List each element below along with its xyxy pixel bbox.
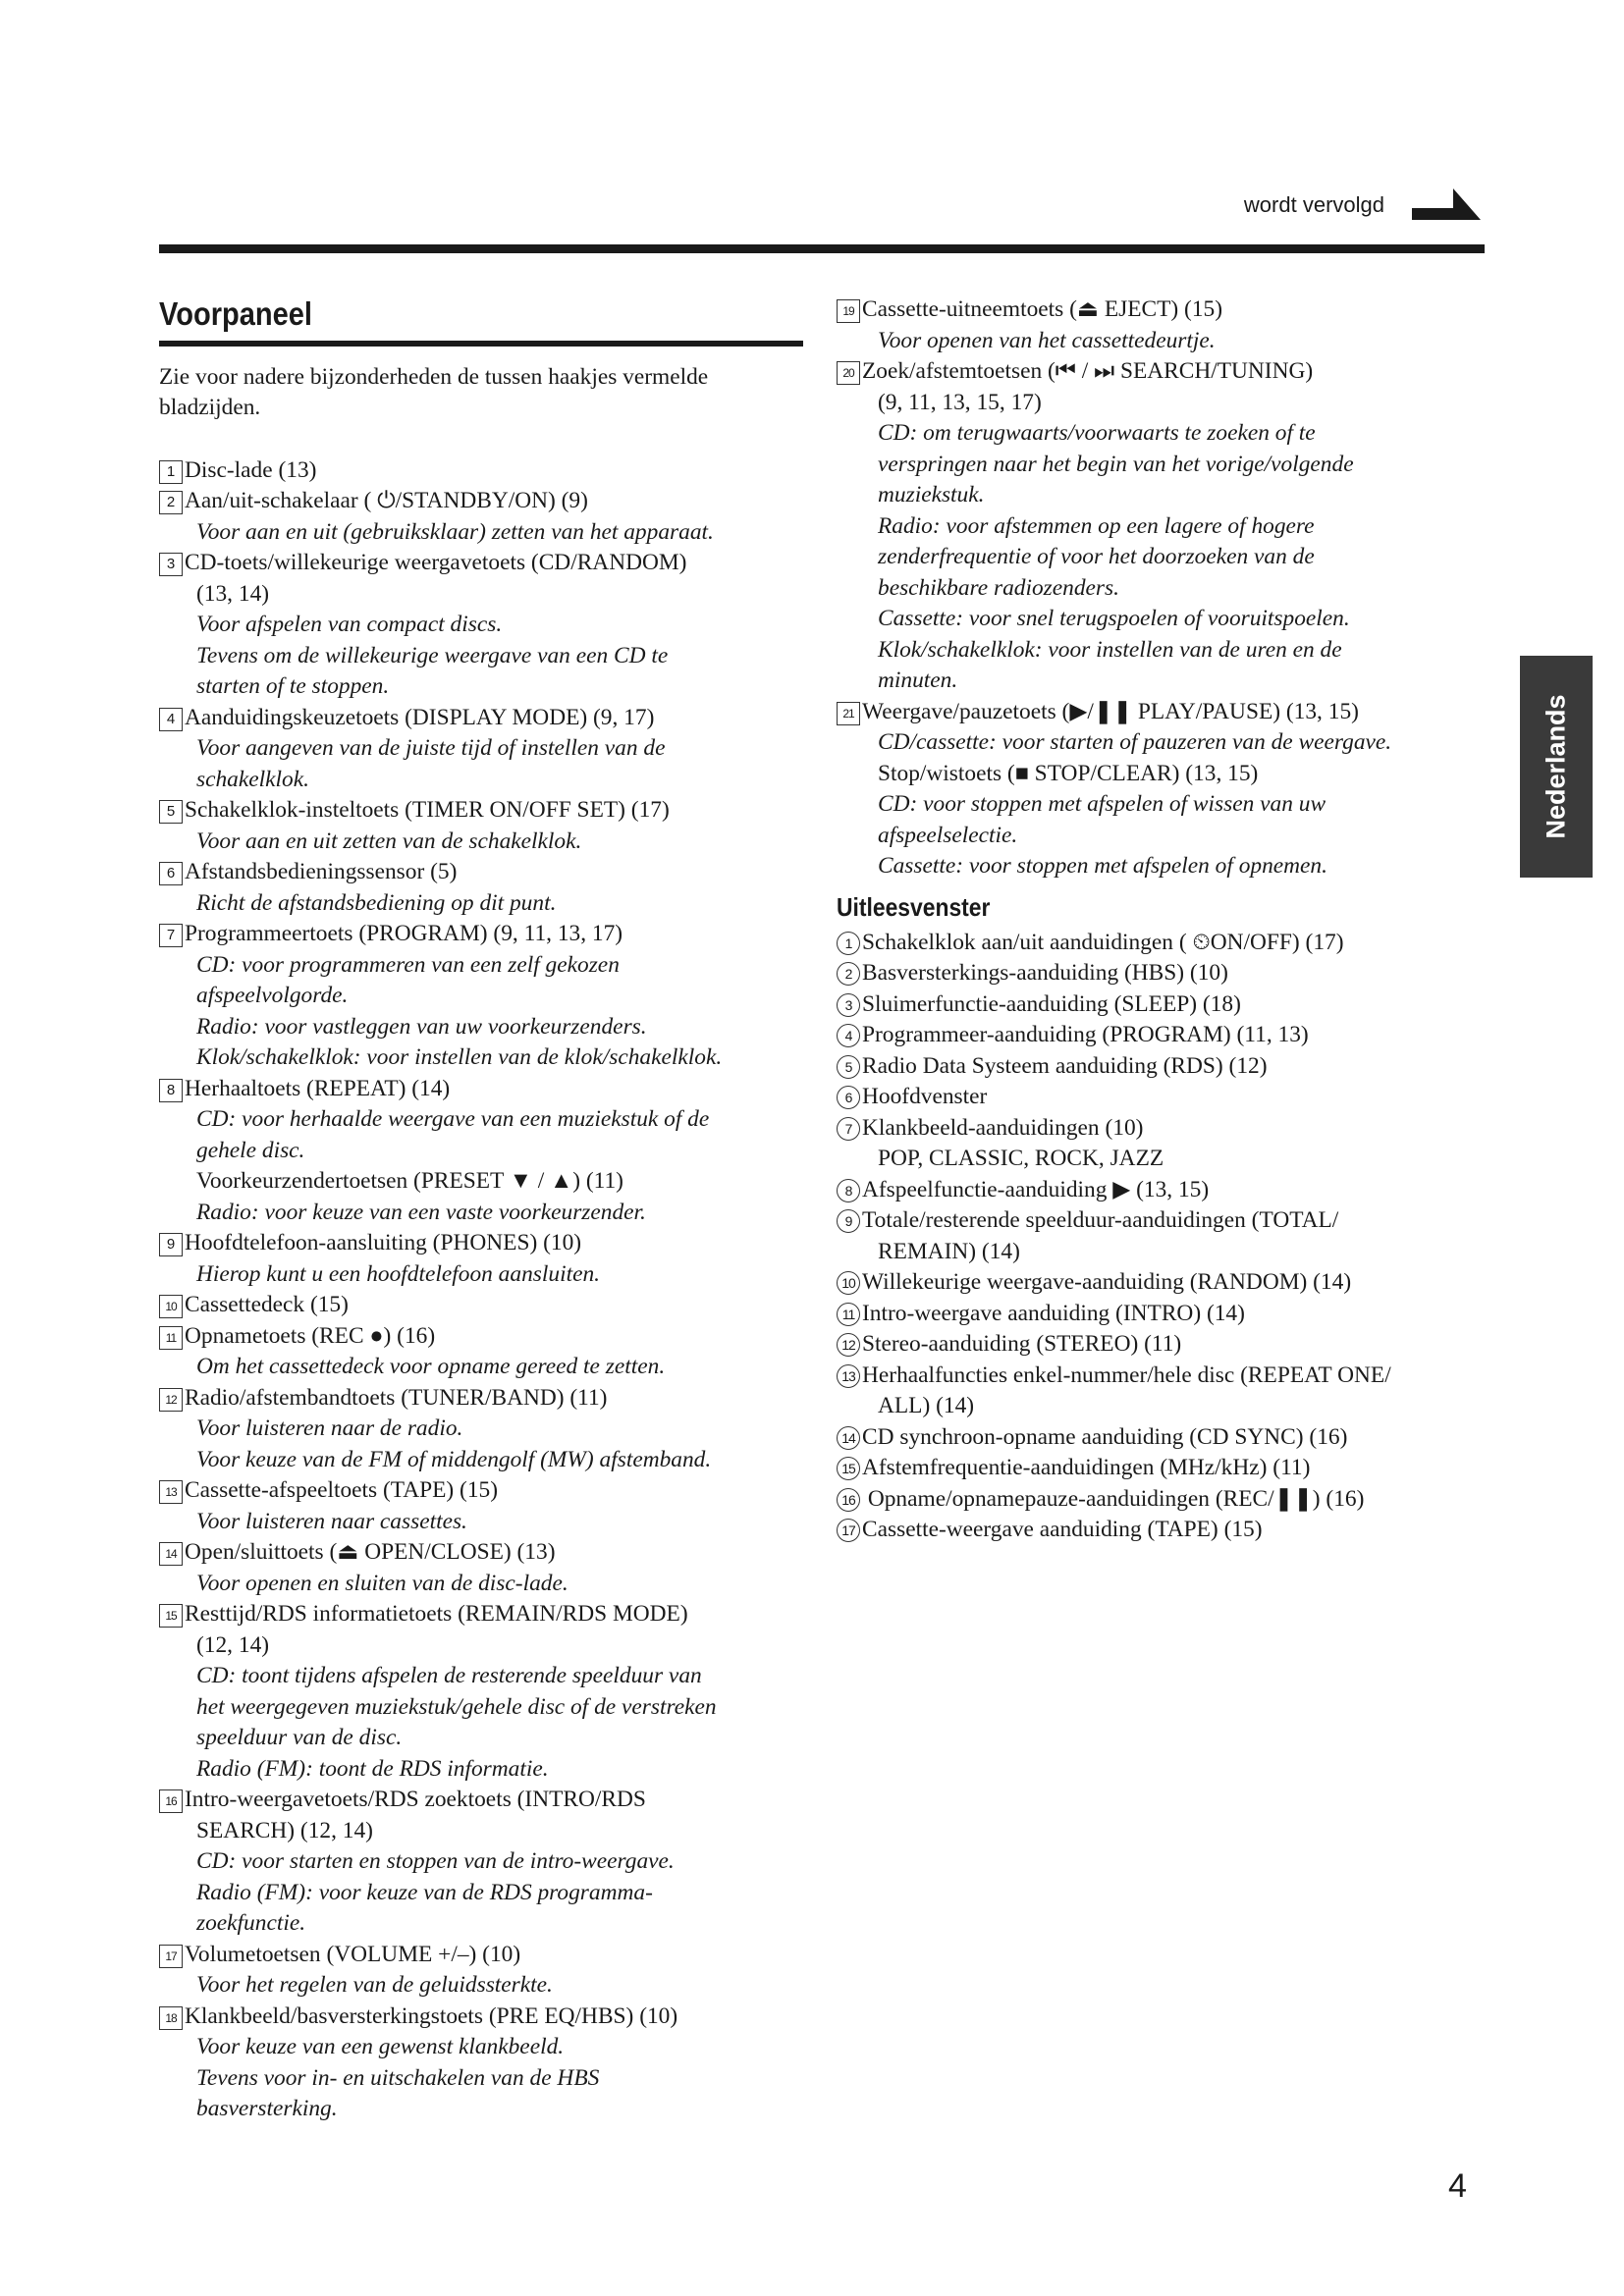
list-item xyxy=(159,1940,807,2002)
item-number: 13 xyxy=(837,1364,860,1388)
item-description: Hierop kunt u een hoofdtelefoon aansluiten. xyxy=(196,1260,600,1287)
list-item xyxy=(159,919,807,1074)
item-number: 6 xyxy=(159,862,183,885)
item-heading xyxy=(159,857,807,888)
item-label: Afstemfrequentie-aanduidingen (MHz/kHz) (11) xyxy=(862,1455,1311,1480)
item-label: Basversterkings-aanduiding (HBS) (10) xyxy=(862,960,1228,986)
item-description: basversterking. xyxy=(196,2096,338,2121)
item-description: Voor keuze van een gewenst klankbeeld. xyxy=(196,2034,565,2059)
item-description: minuten. xyxy=(878,667,958,693)
item-description: Radio (FM): voor keuze van de RDS programma- xyxy=(196,1879,653,1905)
item-description: Voorkeurzendertoetsen (PRESET ▼ / ▲) (11) xyxy=(196,1168,623,1194)
item-number: 2 xyxy=(837,962,860,986)
list-item xyxy=(159,1228,807,1290)
section-rule xyxy=(159,341,803,347)
intro-line: bladzijden. xyxy=(159,395,261,420)
item-description: CD: voor herhaalde weergave van een muziekstuk of de xyxy=(196,1106,710,1132)
item-number: 6 xyxy=(837,1086,860,1109)
item-heading xyxy=(159,455,807,487)
item-description: Tevens voor in- en uitschakelen van de HBS xyxy=(196,2064,600,2091)
left-column xyxy=(159,294,807,2125)
list-item xyxy=(837,1267,1504,1299)
item-number: 3 xyxy=(159,553,183,576)
item-description: starten of te stoppen. xyxy=(196,673,390,699)
item-heading xyxy=(837,928,1504,959)
continued-indicator xyxy=(1178,188,1492,228)
item-label: Zoek/afstemtoetsen (⏮ / ⏭ SEARCH/TUNING) xyxy=(862,358,1314,384)
list-item xyxy=(159,1074,807,1229)
language-tab-label: Nederlands xyxy=(1541,694,1571,839)
item-number: 18 xyxy=(159,2006,183,2030)
item-heading xyxy=(159,703,807,734)
item-heading xyxy=(837,1515,1504,1546)
item-heading xyxy=(159,1475,807,1507)
item-label: Herhaalfuncties enkel-nummer/hele disc (REPEAT ONE/ xyxy=(862,1362,1391,1388)
item-number: 11 xyxy=(159,1326,183,1350)
item-description: Richt de afstandsbediening op dit punt. xyxy=(196,889,557,916)
item-description: CD: om terugwaarts/voorwaarts te zoeken of te xyxy=(878,420,1316,446)
list-item xyxy=(837,958,1504,989)
item-label: Volumetoetsen (VOLUME +/–) (10) xyxy=(185,1941,521,1967)
item-number: 12 xyxy=(837,1333,860,1357)
item-description: Voor keuze van de FM of middengolf (MW) afstemband. xyxy=(196,1446,712,1472)
item-description: Klok/schakelklok: voor instellen van de klok/schakelklok. xyxy=(196,1044,723,1070)
item-description: schakelklok. xyxy=(196,766,309,792)
item-number: 8 xyxy=(837,1179,860,1202)
item-number: 14 xyxy=(837,1426,860,1450)
item-heading xyxy=(837,989,1504,1021)
list-item xyxy=(159,2002,807,2125)
item-number: 17 xyxy=(837,1519,860,1542)
item-label: Afspeelfunctie-aanduiding ▶ (13, 15) xyxy=(862,1176,1210,1202)
item-heading xyxy=(837,1484,1504,1516)
item-number: 20 xyxy=(837,361,860,385)
item-description: gehele disc. xyxy=(196,1137,305,1163)
item-heading xyxy=(159,1228,807,1259)
item-number: 1 xyxy=(159,460,183,484)
list-item xyxy=(837,356,1504,697)
item-description: zenderfrequentie of voor het doorzoeken van de xyxy=(878,544,1315,569)
item-label: Schakelklok aan/uit aanduidingen ( ⏲ON/OFF) (17) xyxy=(862,929,1344,955)
item-label: Opname/opnamepauze-aanduidingen (REC/❚❚) (16) xyxy=(862,1485,1365,1512)
item-number: 17 xyxy=(159,1945,183,1968)
item-description: Voor aangeven van de juiste tijd of instellen van de xyxy=(196,735,666,761)
item-label: CD synchroon-opname aanduiding (CD SYNC) (16) xyxy=(862,1423,1348,1450)
item-description: zoekfunctie. xyxy=(196,1910,306,1936)
item-heading xyxy=(837,1361,1504,1392)
item-heading xyxy=(159,919,807,950)
item-description: Radio (FM): toont de RDS informatie. xyxy=(196,1755,549,1782)
item-description: SEARCH) (12, 14) xyxy=(196,1817,373,1843)
list-item xyxy=(159,1599,807,1785)
item-description: Voor aan en uit (gebruiksklaar) zetten van het apparaat. xyxy=(196,518,714,545)
item-description: het weergegeven muziekstuk/gehele disc of de verstreken xyxy=(196,1693,717,1720)
item-heading xyxy=(159,2002,807,2033)
item-number: 7 xyxy=(837,1117,860,1141)
item-label: Cassette-afspeeltoets (TAPE) (15) xyxy=(185,1477,498,1503)
item-description: CD: toont tijdens afspelen de resterende speelduur van xyxy=(196,1663,702,1688)
item-heading xyxy=(159,1290,807,1321)
item-description: Voor openen en sluiten van de disc-lade. xyxy=(196,1570,568,1596)
item-label: Hoofdvenster xyxy=(862,1084,988,1109)
item-heading xyxy=(837,1113,1504,1145)
item-label: Sluimerfunctie-aanduiding (SLEEP) (18) xyxy=(862,990,1241,1017)
list-item xyxy=(837,1484,1504,1516)
item-number: 12 xyxy=(159,1388,183,1412)
item-label: Herhaaltoets (REPEAT) (14) xyxy=(185,1075,451,1101)
item-description: POP, CLASSIC, ROCK, JAZZ xyxy=(878,1146,1164,1171)
item-heading xyxy=(837,1267,1504,1299)
item-number: 3 xyxy=(837,993,860,1017)
item-heading xyxy=(837,1175,1504,1206)
item-label: Opnametoets (REC ●) (16) xyxy=(185,1322,436,1349)
list-item xyxy=(159,1290,807,1321)
item-heading xyxy=(159,486,807,517)
item-heading xyxy=(837,1205,1504,1237)
item-number: 19 xyxy=(837,299,860,323)
page-number: 4 xyxy=(1448,2167,1467,2205)
item-label: Aan/uit-schakelaar ( ⏻/STANDBY/ON) (9) xyxy=(185,488,588,513)
item-description: Stop/wistoets (■ STOP/CLEAR) (13, 15) xyxy=(878,760,1259,786)
item-label: Aanduidingskeuzetoets (DISPLAY MODE) (9, 17) xyxy=(185,704,655,730)
item-description: Voor luisteren naar cassettes. xyxy=(196,1508,467,1534)
item-heading xyxy=(837,1453,1504,1484)
item-description: REMAIN) (14) xyxy=(878,1238,1020,1264)
item-number: 2 xyxy=(159,491,183,514)
item-number: 5 xyxy=(837,1055,860,1079)
item-number: 8 xyxy=(159,1079,183,1102)
item-number: 11 xyxy=(837,1303,860,1326)
list-item xyxy=(837,1515,1504,1546)
item-label: Cassette-uitneemtoets (⏏ EJECT) (15) xyxy=(862,296,1223,322)
item-heading xyxy=(837,1299,1504,1330)
item-heading xyxy=(837,697,1504,728)
item-description: beschikbare radiozenders. xyxy=(878,574,1119,601)
item-description: Cassette: voor snel terugspoelen of vooruitspoelen. xyxy=(878,606,1350,631)
item-description: verspringen naar het begin van het vorige/volgende xyxy=(878,451,1354,477)
item-heading xyxy=(837,356,1504,388)
item-label: Programmeertoets (PROGRAM) (9, 11, 13, 17) xyxy=(185,921,623,946)
front-panel-list-continued xyxy=(837,294,1504,882)
item-label: Radio Data Systeem aanduiding (RDS) (12) xyxy=(862,1052,1268,1079)
item-description: Klok/schakelklok: voor instellen van de uren en de xyxy=(878,636,1342,663)
item-number: 9 xyxy=(159,1233,183,1256)
item-label: Cassette-weergave aanduiding (TAPE) (15) xyxy=(862,1517,1263,1542)
list-item xyxy=(159,486,807,548)
list-item xyxy=(837,928,1504,959)
item-number: 16 xyxy=(159,1789,183,1813)
item-number: 10 xyxy=(159,1295,183,1318)
item-description: Radio: voor vastleggen van uw voorkeurzenders. xyxy=(196,1013,647,1040)
item-heading xyxy=(159,1940,807,1971)
item-description: Cassette: voor stoppen met afspelen of opnemen. xyxy=(878,853,1327,879)
display-window-list xyxy=(837,928,1504,1546)
item-label: Totale/resterende speelduur-aanduidingen (TOTAL/ xyxy=(862,1207,1339,1233)
item-label: Klankbeeld/basversterkingstoets (PRE EQ/HBS) (10) xyxy=(185,2002,678,2029)
item-heading xyxy=(159,1599,807,1630)
list-item xyxy=(837,1422,1504,1454)
item-number: 5 xyxy=(159,800,183,824)
list-item xyxy=(159,1785,807,1940)
item-description: Voor het regelen van de geluidssterkte. xyxy=(196,1972,553,1998)
list-item xyxy=(837,1453,1504,1484)
item-description: (12, 14) xyxy=(196,1631,270,1658)
item-heading xyxy=(837,1422,1504,1454)
item-description: CD: voor programmeren van een zelf gekozen xyxy=(196,951,620,978)
item-label: Cassettedeck (15) xyxy=(185,1292,349,1317)
item-label: Intro-weergavetoets/RDS zoektoets (INTRO/RDS xyxy=(185,1787,646,1812)
arrow-right-icon xyxy=(1412,188,1481,220)
front-panel-list xyxy=(159,455,807,2125)
header-rule xyxy=(159,244,1485,253)
item-heading xyxy=(159,1383,807,1415)
item-description: Voor openen van het cassettedeurtje. xyxy=(878,327,1216,353)
item-heading xyxy=(159,548,807,579)
item-number: 21 xyxy=(837,702,860,725)
list-item xyxy=(159,455,807,487)
list-item xyxy=(837,1205,1504,1267)
intro-text xyxy=(159,362,807,424)
list-item xyxy=(837,1082,1504,1113)
item-number: 15 xyxy=(159,1604,183,1628)
item-heading xyxy=(837,1329,1504,1361)
item-description: Voor luisteren naar de radio. xyxy=(196,1415,463,1441)
section-title-front-panel: Voorpaneel xyxy=(159,295,312,332)
list-item xyxy=(837,697,1504,882)
list-item xyxy=(837,1113,1504,1175)
item-description: ALL) (14) xyxy=(878,1393,975,1418)
item-heading xyxy=(837,958,1504,989)
item-description: Om het cassettedeck voor opname gereed te zetten. xyxy=(196,1354,666,1379)
item-label: CD-toets/willekeurige weergavetoets (CD/RANDOM) xyxy=(185,550,687,575)
list-item xyxy=(159,703,807,796)
item-description: CD: voor starten en stoppen van de intro-weergave. xyxy=(196,1848,675,1874)
item-description: Tevens om de willekeurige weergave van een CD te xyxy=(196,642,669,668)
item-heading xyxy=(159,1537,807,1569)
item-number: 1 xyxy=(837,932,860,955)
item-description: Radio: voor keuze van een vaste voorkeurzender. xyxy=(196,1199,646,1225)
item-heading xyxy=(159,1074,807,1105)
continued-text: wordt vervolgd xyxy=(1243,192,1384,217)
item-description: afspeelselectie. xyxy=(878,822,1018,848)
list-item xyxy=(159,1321,807,1383)
item-label: Resttijd/RDS informatietoets (REMAIN/RDS MODE) xyxy=(185,1601,688,1627)
list-item xyxy=(159,1537,807,1599)
item-label: Klankbeeld-aanduidingen (10) xyxy=(862,1114,1144,1141)
language-tab xyxy=(1520,656,1593,878)
item-description: CD: voor stoppen met afspelen of wissen van uw xyxy=(878,791,1326,817)
item-label: Disc-lade (13) xyxy=(185,456,317,483)
item-label: Programmeer-aanduiding (PROGRAM) (11, 13) xyxy=(862,1022,1309,1047)
item-description: (13, 14) xyxy=(196,580,270,607)
item-number: 15 xyxy=(837,1457,860,1480)
item-heading xyxy=(837,1082,1504,1113)
list-item xyxy=(837,294,1504,356)
item-number: 13 xyxy=(159,1480,183,1504)
item-number: 10 xyxy=(837,1271,860,1295)
list-item xyxy=(837,989,1504,1021)
list-item xyxy=(837,1361,1504,1422)
item-heading xyxy=(159,1785,807,1816)
item-number: 14 xyxy=(159,1542,183,1566)
item-label: Hoofdtelefoon-aansluiting (PHONES) (10) xyxy=(185,1230,582,1255)
list-item xyxy=(837,1051,1504,1083)
item-number: 4 xyxy=(837,1024,860,1047)
item-description: (9, 11, 13, 15, 17) xyxy=(878,389,1042,415)
item-description: muziekstuk. xyxy=(878,482,985,507)
list-item xyxy=(837,1175,1504,1206)
item-description: Voor aan en uit zetten van de schakelklok. xyxy=(196,828,582,854)
item-label: Open/sluittoets (⏏ OPEN/CLOSE) (13) xyxy=(185,1539,556,1565)
item-number: 9 xyxy=(837,1209,860,1233)
item-label: Stereo-aanduiding (STEREO) (11) xyxy=(862,1331,1182,1357)
item-label: Afstandsbedieningssensor (5) xyxy=(185,859,458,884)
list-item xyxy=(159,1475,807,1537)
item-description: afspeelvolgorde. xyxy=(196,983,349,1008)
list-item xyxy=(159,795,807,857)
item-label: Radio/afstembandtoets (TUNER/BAND) (11) xyxy=(185,1384,608,1411)
item-description: Radio: voor afstemmen op een lagere of hogere xyxy=(878,512,1315,539)
right-column xyxy=(837,294,1504,1546)
item-label: Weergave/pauzetoets (▶/❚❚ PLAY/PAUSE) (13, 15) xyxy=(862,698,1359,724)
item-heading xyxy=(159,795,807,827)
item-description: CD/cassette: voor starten of pauzeren van de weergave. xyxy=(878,729,1392,755)
item-label: Willekeurige weergave-aanduiding (RANDOM) (14) xyxy=(862,1269,1352,1295)
section-title-display-window: Uitleesvenster xyxy=(837,891,991,922)
item-number: 7 xyxy=(159,924,183,947)
item-heading xyxy=(159,1321,807,1353)
item-description: Voor afspelen van compact discs. xyxy=(196,612,503,637)
list-item xyxy=(159,1383,807,1476)
list-item xyxy=(837,1329,1504,1361)
list-item xyxy=(837,1020,1504,1051)
list-item xyxy=(837,1299,1504,1330)
item-heading xyxy=(837,294,1504,326)
item-label: Intro-weergave aanduiding (INTRO) (14) xyxy=(862,1300,1245,1326)
intro-line: Zie voor nadere bijzonderheden de tussen haakjes vermelde xyxy=(159,363,709,390)
item-label: Schakelklok-insteltoets (TIMER ON/OFF SET) (17) xyxy=(185,797,670,823)
list-item xyxy=(159,857,807,919)
item-number: 16 xyxy=(837,1488,860,1512)
item-description: speelduur van de disc. xyxy=(196,1725,403,1750)
list-item xyxy=(159,548,807,703)
item-heading xyxy=(837,1020,1504,1051)
item-heading xyxy=(837,1051,1504,1083)
item-number: 4 xyxy=(159,708,183,731)
